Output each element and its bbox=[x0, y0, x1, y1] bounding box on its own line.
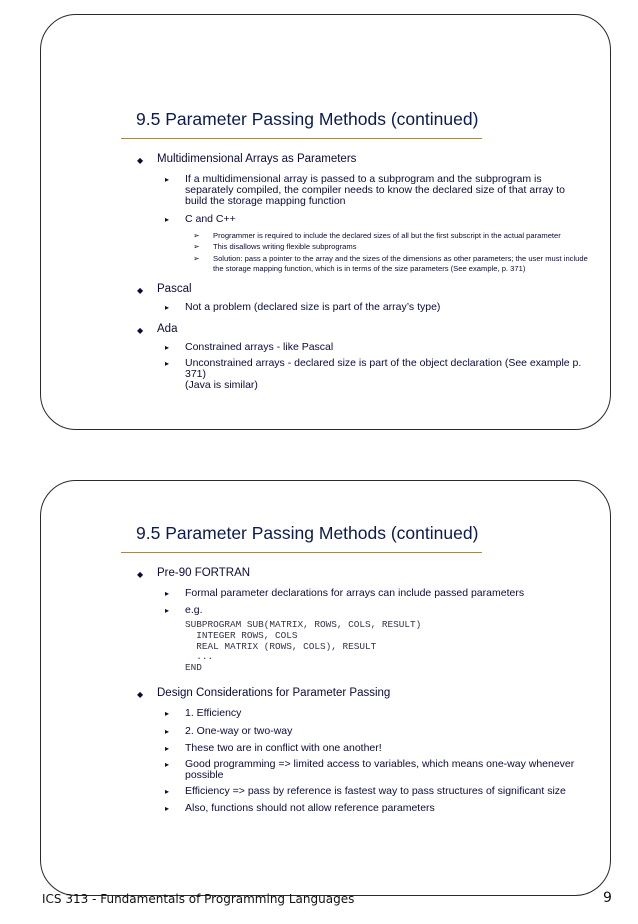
list-item bbox=[119, 214, 589, 225]
bullet-icon: ◆ bbox=[137, 326, 144, 336]
item-text: 1. Efficiency bbox=[185, 707, 242, 720]
bullet-icon: ▸ bbox=[165, 589, 170, 598]
list-item bbox=[119, 567, 589, 580]
bullet-icon: ➢ bbox=[193, 254, 200, 263]
item-text: This disallows writing flexible subprograms bbox=[213, 242, 357, 252]
slide-2 bbox=[40, 480, 611, 896]
bullet-icon: ◆ bbox=[137, 570, 144, 579]
title-underline bbox=[121, 552, 482, 553]
list-item bbox=[119, 605, 589, 616]
page-number: 9 bbox=[603, 890, 612, 906]
bullet-icon: ➢ bbox=[193, 230, 200, 240]
list-item bbox=[119, 153, 589, 166]
item-text: Formal parameter declarations for arrays can include passed parameters bbox=[185, 587, 525, 599]
slide-content bbox=[119, 153, 589, 391]
list-item bbox=[119, 231, 589, 241]
slide-content bbox=[119, 567, 589, 814]
bullet-icon: ▸ bbox=[165, 303, 170, 313]
bullet-icon: ▸ bbox=[165, 803, 170, 813]
item-text: If a multidimensional array is passed to a subprogram and the subprogram is separately compiled, the compiler needs to know the declared size of that array to build the storage mapping function bbox=[185, 173, 565, 208]
bullet-icon: ▸ bbox=[165, 606, 170, 616]
bullet-icon: ◆ bbox=[137, 156, 144, 165]
bullet-icon: ▸ bbox=[165, 343, 170, 353]
bullet-icon: ▸ bbox=[165, 759, 170, 769]
bullet-icon: ▸ bbox=[165, 787, 170, 797]
item-text: Efficiency => pass by reference is fastest way to pass structures of significant size bbox=[185, 785, 566, 798]
bullet-icon: ▸ bbox=[165, 175, 170, 184]
item-text: Not a problem (declared size is part of the array’s type) bbox=[185, 301, 441, 314]
item-text: Good programming => limited access to variables, which means one-way whenever possible bbox=[185, 757, 575, 782]
bullet-icon: ➢ bbox=[193, 242, 200, 252]
item-text: 2. One-way or two-way bbox=[185, 724, 293, 737]
list-item bbox=[119, 254, 589, 273]
list-item bbox=[119, 323, 589, 336]
bullet-icon: ◆ bbox=[137, 690, 144, 700]
bullet-icon: ▸ bbox=[165, 214, 170, 224]
list-item bbox=[119, 242, 589, 252]
code-block: SUBPROGRAM SUB(MATRIX, ROWS, COLS, RESULT) INTEGER ROWS, COLS REAL MATRIX (ROWS, COLS), RESULT ... END bbox=[185, 619, 422, 673]
item-text: Multidimensional Arrays as Parameters bbox=[157, 153, 357, 165]
item-text: Ada bbox=[157, 323, 178, 336]
item-text: Programmer is required to include the declared sizes of all but the first subscript in the actual parameter bbox=[213, 230, 561, 240]
list-item bbox=[119, 302, 589, 313]
list-item bbox=[119, 759, 589, 781]
list-item bbox=[119, 743, 589, 754]
item-text: Pascal bbox=[157, 283, 192, 296]
title-underline bbox=[121, 138, 482, 139]
list-item bbox=[119, 708, 589, 719]
slide-1 bbox=[40, 14, 611, 430]
slide-title: 9.5 Parameter Passing Methods (continued) bbox=[136, 523, 479, 543]
list-item bbox=[119, 687, 589, 700]
bullet-icon: ▸ bbox=[165, 709, 170, 719]
bullet-icon: ▸ bbox=[165, 743, 170, 753]
bullet-icon: ◆ bbox=[137, 286, 144, 296]
list-item bbox=[119, 358, 589, 392]
bullet-icon: ▸ bbox=[165, 358, 170, 368]
item-text: Unconstrained arrays - declared size is part of the object declaration (See example p. 371) (Java is similar) bbox=[185, 356, 582, 391]
item-text: C and C++ bbox=[185, 212, 236, 225]
item-text: e.g. bbox=[185, 604, 203, 617]
list-item bbox=[119, 174, 589, 208]
item-text: Solution: pass a pointer to the array and the sizes of the dimensions as other parameters; the user must include the storage mapping function, which is in terms of the size parameters (See example, p. 371) bbox=[213, 254, 588, 273]
list-item bbox=[119, 786, 589, 797]
footer-course: ICS 313 - Fundamentals of Programming Languages bbox=[42, 892, 355, 906]
list-item bbox=[119, 726, 589, 737]
list-item bbox=[119, 283, 589, 296]
item-text: Constrained arrays - like Pascal bbox=[185, 341, 334, 354]
slide-title: 9.5 Parameter Passing Methods (continued) bbox=[136, 109, 479, 129]
item-text: Also, functions should not allow reference parameters bbox=[185, 801, 435, 814]
item-text: Design Considerations for Parameter Passing bbox=[157, 687, 391, 700]
list-item bbox=[119, 803, 589, 814]
item-text: These two are in conflict with one another! bbox=[185, 741, 382, 754]
item-text: Pre-90 FORTRAN bbox=[157, 567, 251, 579]
list-item bbox=[119, 342, 589, 353]
list-item bbox=[119, 588, 589, 599]
bullet-icon: ▸ bbox=[165, 726, 170, 736]
